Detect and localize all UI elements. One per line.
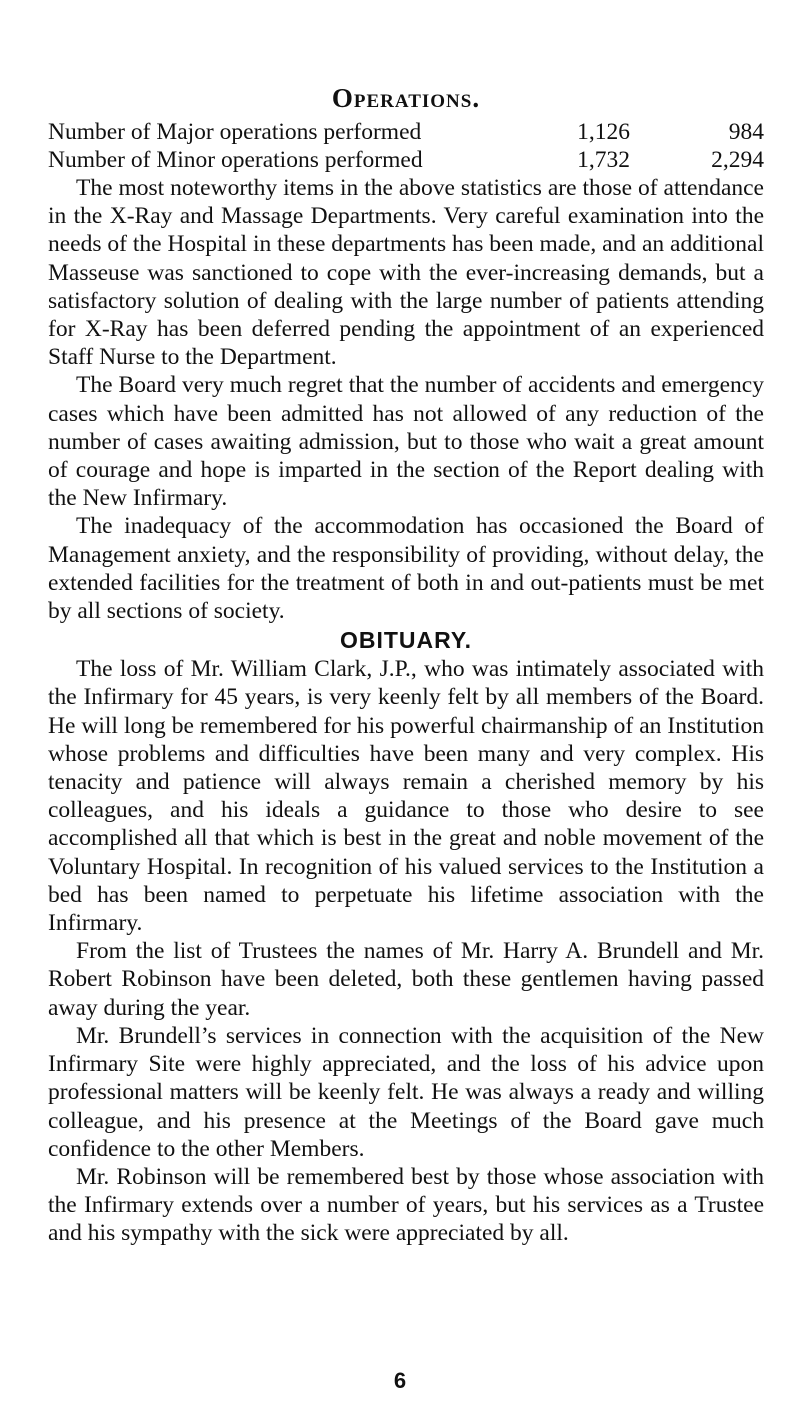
paragraph: The loss of Mr. William Clark, J.P., who was intimately associated with the Infirmary for 45 years, is very keenly felt by all members of the Board. He will long be remembered for his powerful chairmanship of an Institution whose problems and difficulties have been many and very complex. His tenacity and patience will always remain a cherished memory by his colleagues, and his ideals a guidance to those who desire to see accomplished all that which is best in the great and noble movement of the Voluntary Hospital. In recognition of his valued services to the Institution a bed has been named to perpetuate his lifetime association with the Infirmary.: [48, 656, 764, 937]
table-row: [48, 118, 764, 146]
row-label: Number of Minor operations performed: [48, 147, 423, 173]
current-year-value: 1,732: [577, 147, 630, 173]
operations-table: [48, 118, 764, 174]
current-year-value: 1,126: [577, 119, 630, 145]
obituary-heading: OBITUARY.: [339, 627, 473, 654]
paragraph: The Board very much regret that the number of accidents and emergency cases which have been admitted has not allowed of any reduction of the number of cases awaiting admission, but to those who wait a great amount of courage and hope is imparted in the section of the Report dealing with the New Infirmary.: [48, 372, 764, 512]
previous-year-value: 2,294: [711, 147, 764, 173]
paragraph: From the list of Trustees the names of Mr. Harry A. Brundell and Mr. Robert Robinson have been deleted, both these gentlemen having passed away during the year.: [48, 938, 764, 1021]
paragraph: Mr. Brundell’s services in connection with the acquisition of the New Infirmary Site were highly appreciated, and the loss of his advice upon professional matters will be keenly felt. He was always a ready and willing colleague, and his presence at the Meetings of the Board gave much confidence to the other Members.: [48, 1022, 764, 1162]
document-page: [48, 82, 764, 1248]
page-number: 6: [393, 1368, 407, 1393]
row-label: Number of Major operations performed: [48, 119, 422, 145]
operations-heading: Operations.: [331, 83, 481, 113]
paragraph: The most noteworthy items in the above statistics are those of attendance in the X-Ray and Massage Departments. Very careful examination into the needs of the Hospital in these departments has been made, and an additional Masseuse was sanctioned to cope with the ever-increasing demands, but a satisfactory solution of dealing with the large number of patients attending for X-Ray has been deferred pending the appointment of an experienced Staff Nurse to the Department.: [48, 175, 764, 371]
paragraph: The inadequacy of the accommodation has occasioned the Board of Management anxiety, and the responsibility of providing, without delay, the extended facilities for the treatment of both in and out-patients must be met by all sections of society.: [48, 513, 764, 625]
previous-year-value: 984: [728, 119, 764, 145]
table-row: [48, 146, 764, 174]
paragraph: Mr. Robinson will be remembered best by those whose association with the Infirmary extends over a number of years, but his services as a Trustee and his sympathy with the sick were appreciated by all.: [48, 1163, 764, 1247]
